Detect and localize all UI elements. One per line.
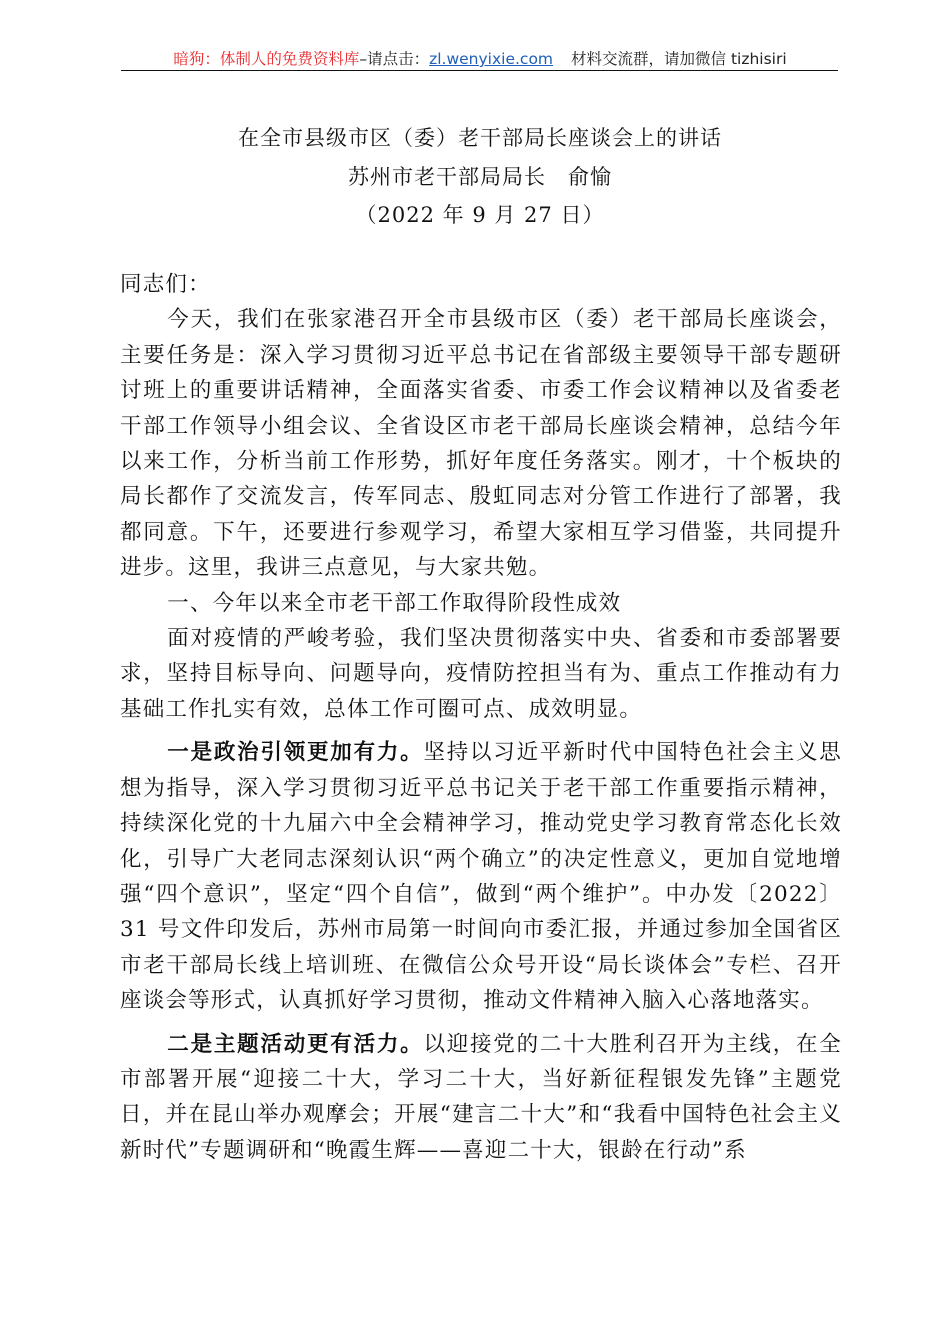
point-2-body: 以迎接党的二十大胜利召开为主线，在全市部署开展“迎接二十大，学习二十大，当好新征程银发先锋”主题党日，并在昆山举办观摩会；开展“建言二十大”和“我看中国特色社会主义新时代”专题调研和“晚霞生辉——喜迎二十大，银龄在行动”系 <box>120 1031 842 1163</box>
point-1-body: 坚持以习近平新时代中国特色社会主义思想为指导，深入学习贯彻习近平总书记关于老干部工作重要指示精神，持续深化党的十九届六中全会精神学习，推动党史学习教育常态化长效化，引导广大老同志深刻认识“两个确立”的决定性意义，更加自觉地增强“四个意识”，坚定“四个自信”，做到“两个维护”。中办发〔2022〕31 号文件印发后，苏州市局第一时间向市委汇报，并通过参加全国省区市老干部局长线上培训班、在微信公众号开设“局长谈体会”专栏、召开座谈会等形式，认真抓好学习贯彻，推动文件精神入脑入心落地落实。 <box>120 740 842 1014</box>
watermark-header <box>120 46 840 72</box>
point-2-paragraph <box>120 1027 842 1169</box>
point-1-paragraph <box>120 735 842 1018</box>
section-heading-1: 一、今年以来全市老干部工作取得阶段性成效 <box>167 590 622 616</box>
point-2-lead: 二是主题活动更有活力。 <box>167 1031 424 1057</box>
header-divider <box>121 70 838 71</box>
site-link[interactable]: zl.wenyixie.com <box>429 50 554 68</box>
salutation: 同志们： <box>120 272 211 297</box>
point-1-lead: 一是政治引领更加有力。 <box>167 740 424 766</box>
speaker-line: 苏州市老干部局局长 俞愉 <box>348 165 612 189</box>
group-note: 材料交流群，请加微信 tizhisiri <box>571 50 787 68</box>
intro-paragraph: 今天，我们在张家港召开全市县级市区（委）老干部局长座谈会，主要任务是：深入学习贯彻习近平总书记在省部级主要领导干部专题研讨班上的重要讲话精神，全面落实省委、市委工作会议精神以及省委老干部工作领导小组会议、全省设区市老干部局长座谈会精神，总结今年以来工作，分析当前工作形势，抓好年度任务落实。刚才，十个板块的局长都作了交流发言，传军同志、殷虹同志对分管工作进行了部署，我都同意。下午，还要进行参观学习，希望大家相互学习借鉴，共同提升进步。这里，我讲三点意见，与大家共勉。 <box>120 307 842 581</box>
document-title: 在全市县级市区（委）老干部局长座谈会上的讲话 <box>238 126 722 150</box>
section-1-intro: 面对疫情的严峻考验，我们坚决贯彻落实中央、省委和市委部署要求，坚持目标导向、问题导向，疫情防控担当有为、重点工作推动有力基础工作扎实有效，总体工作可圈可点、成效明显。 <box>120 626 842 722</box>
prompt-text: –请点击： <box>359 50 430 68</box>
document-body <box>120 267 842 1168</box>
brand-text: 暗狗：体制人的免费资料库 <box>173 50 360 68</box>
date-line: （2022 年 9 月 27 日） <box>355 203 605 227</box>
